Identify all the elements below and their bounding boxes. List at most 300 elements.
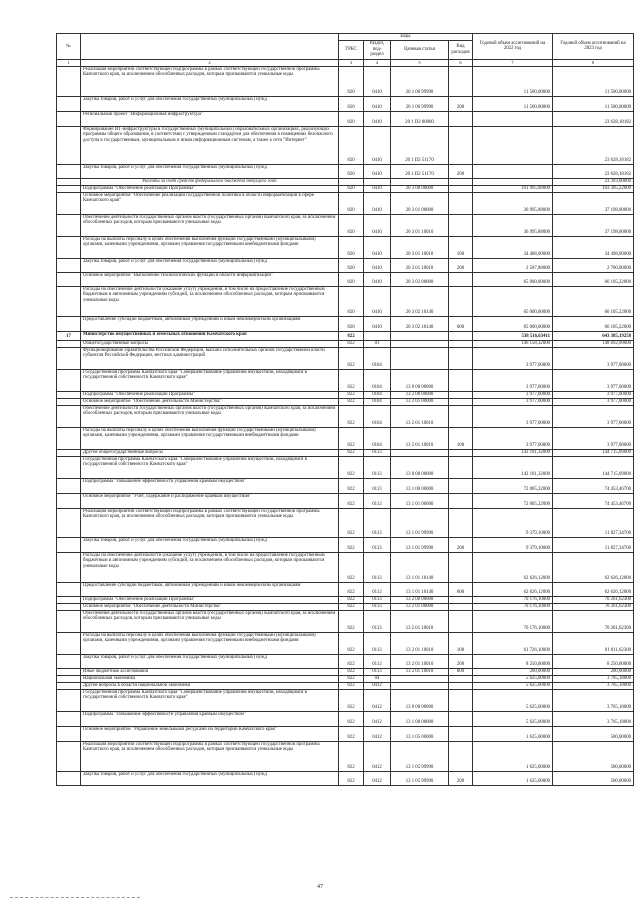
row-amount-2023: 500,00000 <box>553 741 634 771</box>
row-grbs: 822 <box>339 675 364 682</box>
row-amount-2023: 148 692,09000 <box>553 340 634 347</box>
row-grbs: 822 <box>339 582 364 596</box>
row-target: 20 1 D2 51170 <box>391 126 449 164</box>
table-row <box>57 258 634 272</box>
colnum: 2 <box>81 59 339 66</box>
row-exp-type <box>449 449 473 456</box>
row-number <box>57 126 81 164</box>
colnum: 8 <box>553 59 634 66</box>
row-amount-2022: 1 625,00000 <box>473 726 553 741</box>
row-amount-2022: 65 000,00000 <box>473 316 553 331</box>
row-grbs: 822 <box>339 596 364 603</box>
budget-rows <box>57 66 634 785</box>
row-target: 13 0 00 00000 <box>391 689 449 711</box>
row-target: 20 3 01 10010 <box>391 236 449 258</box>
row-section: 0113 <box>364 610 391 632</box>
row-section: 0410 <box>364 214 391 236</box>
row-grbs: 822 <box>339 398 364 405</box>
row-section: 04 <box>364 675 391 682</box>
row-grbs: 822 <box>339 331 364 340</box>
table-row <box>57 178 634 185</box>
row-amount-2023: 3 977,00000 <box>553 347 634 369</box>
row-grbs: 820 <box>339 316 364 331</box>
row-amount-2022: 34 408,00000 <box>473 236 553 258</box>
row-section: 0410 <box>364 316 391 331</box>
row-description: Реализация мероприятий соответствующей подпрограммы в рамках соответствующей государственной программы Камчатского края, за исключением обособленных расходов, которым присваиваются уникальные коды <box>81 508 339 537</box>
row-amount-2022: 146 158,32000 <box>473 340 553 347</box>
table-row <box>57 689 634 711</box>
row-description: Реализация мероприятий соответствующей подпрограммы в рамках соответствующей государственной программы Камчатского края, за исключением обособленных расходов, которым присваиваются уникальные коды <box>81 741 339 771</box>
header-grbs: ГРБС <box>339 40 364 59</box>
row-amount-2022: 1 625,00000 <box>473 741 553 771</box>
row-exp-type <box>449 126 473 164</box>
header-row-top <box>57 34 634 41</box>
row-amount-2022: 61 726,10000 <box>473 632 553 654</box>
table-row <box>57 493 634 508</box>
row-target: 20 1 06 99990 <box>391 96 449 111</box>
row-amount-2023: 74 453,46700 <box>553 493 634 508</box>
row-amount-2023: 144 715,09000 <box>553 449 634 456</box>
row-number <box>57 427 81 449</box>
row-amount-2023: 70 261,62300 <box>553 610 634 632</box>
row-amount-2023: 643 385,19258 <box>553 331 634 340</box>
row-description: Обеспечение деятельности государственных органов власти (государственных органов) Камчатского края, за исключением обособленных расходов, которым присваиваются уникальные коды <box>81 214 339 236</box>
row-amount-2022: 65 000,00000 <box>473 286 553 316</box>
row-description: Закупка товаров, работ и услуг для обеспечения государственных (муниципальных) нужд <box>81 164 339 178</box>
table-row <box>57 391 634 398</box>
row-amount-2023: 500,00000 <box>553 771 634 785</box>
row-exp-type: 600 <box>449 582 473 596</box>
row-section: 0410 <box>364 192 391 214</box>
row-exp-type <box>449 331 473 340</box>
row-amount-2022: 3 977,00000 <box>473 391 553 398</box>
row-section: 0113 <box>364 552 391 582</box>
row-target: 20 3 02 00000 <box>391 272 449 286</box>
row-section: 0113 <box>364 654 391 668</box>
row-grbs: 822 <box>339 668 364 675</box>
row-number <box>57 347 81 369</box>
row-number <box>57 682 81 689</box>
row-target: 13 1 01 00000 <box>391 493 449 508</box>
row-description: Государственная программа Камчатского края "Совершенствование управления имуществом, находящимся в государственной собственности Камчатского края" <box>81 689 339 711</box>
row-exp-type: 600 <box>449 316 473 331</box>
row-amount-2022: 36 995,88000 <box>473 192 553 214</box>
row-number <box>57 391 81 398</box>
row-amount-2022: 2 587,88000 <box>473 258 553 272</box>
row-target <box>391 682 449 689</box>
row-section: 0410 <box>364 111 391 126</box>
row-target: 13 2 01 00000 <box>391 398 449 405</box>
row-amount-2022: 70 176,10000 <box>473 610 553 632</box>
row-section: 0412 <box>364 741 391 771</box>
row-section: 0410 <box>364 66 391 96</box>
row-amount-2022: 65 000,00000 <box>473 272 553 286</box>
table-row <box>57 316 634 331</box>
table-row <box>57 508 634 537</box>
row-description: Закупка товаров, работ и услуг для обеспечения государственных (муниципальных) нужд <box>81 537 339 552</box>
table-row <box>57 668 634 675</box>
row-exp-type: 800 <box>449 668 473 675</box>
row-number <box>57 449 81 456</box>
row-grbs: 822 <box>339 456 364 478</box>
row-amount-2023: 3 765,18000 <box>553 711 634 726</box>
row-exp-type <box>449 272 473 286</box>
row-target: 13 1 01 10140 <box>391 552 449 582</box>
row-description: Формирование ИТ-инфраструктуры в государственных (муниципальных) образовательных организациях, реализующих программы общего образования, в соответствии с утвержденным стандартом для обеспечения в помещениях безопасного доступа к государственным, муниципальным и иным информационным системам, а также к сети "Интернет" <box>81 126 339 164</box>
row-number <box>57 711 81 726</box>
row-amount-2023: 11 827,34700 <box>553 508 634 537</box>
row-amount-2023: 70 261,62300 <box>553 603 634 610</box>
row-amount-2022: 11 500,00000 <box>473 66 553 96</box>
colnum: 4 <box>364 59 391 66</box>
row-grbs: 822 <box>339 632 364 654</box>
row-section: 0412 <box>364 682 391 689</box>
header-num: № <box>57 34 81 60</box>
row-amount-2022 <box>473 111 553 126</box>
row-target: 13 1 05 99990 <box>391 771 449 785</box>
row-description: Другие общегосударственные вопросы <box>81 449 339 456</box>
row-description: Расходы на обеспечение деятельности (оказание услуг) учреждений, в том числе на предоставление государственным бюджетным и автономным учреждениям субсидий, за исключением обособленных расходов, которым присваиваются уникальные коды <box>81 286 339 316</box>
table-row <box>57 596 634 603</box>
row-section: 0113 <box>364 582 391 596</box>
row-number <box>57 741 81 771</box>
row-amount-2023: 8 250,00000 <box>553 654 634 668</box>
row-amount-2022 <box>473 178 553 185</box>
row-amount-2023: 11 500,00000 <box>553 96 634 111</box>
colnum: 6 <box>449 59 473 66</box>
row-description: Общегосударственные вопросы <box>81 340 339 347</box>
row-amount-2023: 66 105,22000 <box>553 272 634 286</box>
row-grbs: 822 <box>339 340 364 347</box>
row-amount-2023: 3 977,00000 <box>553 427 634 449</box>
row-amount-2023: 37 198,00000 <box>553 214 634 236</box>
row-number <box>57 96 81 111</box>
row-exp-type: 200 <box>449 96 473 111</box>
row-number <box>57 398 81 405</box>
table-row <box>57 236 634 258</box>
row-section: 0104 <box>364 405 391 427</box>
row-section: 0104 <box>364 391 391 398</box>
row-number <box>57 111 81 126</box>
row-grbs: 820 <box>339 96 364 111</box>
colnum: 3 <box>339 59 364 66</box>
row-exp-type <box>449 603 473 610</box>
table-row <box>57 654 634 668</box>
row-number <box>57 369 81 391</box>
row-number <box>57 582 81 596</box>
row-description: Обеспечение деятельности государственных органов власти (государственных органов) Камчатского края, за исключением обособленных расходов, которым присваиваются уникальные коды <box>81 610 339 632</box>
row-section <box>364 178 391 185</box>
row-grbs: 822 <box>339 603 364 610</box>
row-exp-type <box>449 456 473 478</box>
table-row <box>57 582 634 596</box>
row-exp-type <box>449 596 473 603</box>
row-section: 0410 <box>364 164 391 178</box>
row-grbs: 822 <box>339 726 364 741</box>
row-target: 13 2 00 00000 <box>391 596 449 603</box>
row-amount-2023: 70 261,62300 <box>553 596 634 603</box>
row-section: 0412 <box>364 711 391 726</box>
row-target: 13 2 00 00000 <box>391 391 449 398</box>
row-amount-2022: 3 977,00000 <box>473 427 553 449</box>
table-row <box>57 214 634 236</box>
row-description: Предоставление субсидий бюджетным, автономным учреждениям и иным некоммерческим организациям <box>81 582 339 596</box>
row-grbs: 822 <box>339 427 364 449</box>
row-exp-type <box>449 340 473 347</box>
row-target: 20 3 02 10140 <box>391 286 449 316</box>
row-number <box>57 405 81 427</box>
row-grbs: 822 <box>339 610 364 632</box>
row-amount-2023: 74 453,46700 <box>553 478 634 493</box>
row-target <box>391 331 449 340</box>
row-exp-type <box>449 178 473 185</box>
row-exp-type: 200 <box>449 164 473 178</box>
row-exp-type: 200 <box>449 771 473 785</box>
table-row <box>57 427 634 449</box>
row-section: 0410 <box>364 286 391 316</box>
row-description: Региональный проект "Информационная инфраструктура" <box>81 111 339 126</box>
table-row <box>57 331 634 340</box>
row-description: Реализация мероприятий соответствующей подпрограммы в рамках соответствующей государственной программы Камчатского края, за исключением обособленных расходов, которым присваиваются уникальные коды <box>81 66 339 96</box>
row-target <box>391 449 449 456</box>
row-description: Подпрограмма "Обеспечение реализации Программы" <box>81 596 339 603</box>
table-row <box>57 340 634 347</box>
row-exp-type: 200 <box>449 654 473 668</box>
row-grbs: 822 <box>339 449 364 456</box>
row-target: 13 1 00 00000 <box>391 711 449 726</box>
row-number <box>57 316 81 331</box>
row-amount-2023: 11 500,00000 <box>553 66 634 96</box>
row-section: 0410 <box>364 96 391 111</box>
table-row <box>57 537 634 552</box>
row-section: 0104 <box>364 398 391 405</box>
row-amount-2022: 5 625,00000 <box>473 711 553 726</box>
row-target: 13 2 01 10010 <box>391 405 449 427</box>
row-target: 20 3 02 10140 <box>391 316 449 331</box>
header-vol2023: Годовой объем ассигнований на 2023 год <box>553 34 634 60</box>
row-amount-2023: 66 105,22000 <box>553 316 634 331</box>
row-grbs: 820 <box>339 111 364 126</box>
row-description: Закупка товаров, работ и услуг для обеспечения государственных (муниципальных) нужд <box>81 96 339 111</box>
row-section: 0113 <box>364 596 391 603</box>
row-section <box>364 331 391 340</box>
header-target: Целевая статья <box>391 40 449 59</box>
row-description: Основное мероприятие "Обеспечение деятельности Министерства" <box>81 603 339 610</box>
table-row <box>57 286 634 316</box>
table-row <box>57 603 634 610</box>
header-vol2022: Годовой объем ассигнований на 2022 год <box>473 34 553 60</box>
row-section: 0113 <box>364 478 391 493</box>
row-amount-2022: 72 005,22000 <box>473 478 553 493</box>
row-target <box>391 347 449 369</box>
colnum: 7 <box>473 59 553 66</box>
row-amount-2022: 72 005,22000 <box>473 493 553 508</box>
row-exp-type <box>449 478 473 493</box>
row-amount-2023: 62 626,12000 <box>553 582 634 596</box>
row-section: 0410 <box>364 185 391 192</box>
row-grbs: 822 <box>339 369 364 391</box>
row-exp-type: 100 <box>449 632 473 654</box>
row-grbs: 820 <box>339 214 364 236</box>
header-codes: коды <box>339 34 473 41</box>
row-number <box>57 508 81 537</box>
row-grbs: 820 <box>339 192 364 214</box>
table-row <box>57 726 634 741</box>
row-amount-2022: 5 625,00000 <box>473 675 553 682</box>
row-grbs: 820 <box>339 66 364 96</box>
row-amount-2023: 200,00000 <box>553 668 634 675</box>
row-amount-2022: 70 176,10000 <box>473 603 553 610</box>
row-exp-type <box>449 405 473 427</box>
row-section: 0412 <box>364 689 391 711</box>
row-section: 0104 <box>364 427 391 449</box>
row-number <box>57 286 81 316</box>
budget-table <box>56 33 634 786</box>
table-row <box>57 164 634 178</box>
row-target <box>391 340 449 347</box>
row-amount-2022: 538 516,63411 <box>473 331 553 340</box>
row-target: 13 1 00 00000 <box>391 478 449 493</box>
row-target: 13 0 00 00000 <box>391 456 449 478</box>
row-description: Основное мероприятие "Учет, содержание и распоряжение краевым имуществом" <box>81 493 339 508</box>
row-target: 13 1 05 99990 <box>391 741 449 771</box>
row-amount-2023: 3 977,00000 <box>553 405 634 427</box>
row-section: 0410 <box>364 272 391 286</box>
row-number <box>57 726 81 741</box>
row-description: Министерство имущественных и земельных отношений Камчатского края <box>81 331 339 340</box>
row-number <box>57 66 81 96</box>
row-grbs: 822 <box>339 689 364 711</box>
row-grbs: 820 <box>339 258 364 272</box>
table-row <box>57 552 634 582</box>
row-description: Другие вопросы в области национальной экономики <box>81 682 339 689</box>
row-grbs: 822 <box>339 478 364 493</box>
row-number <box>57 654 81 668</box>
table-row <box>57 675 634 682</box>
row-amount-2022: 3 977,00000 <box>473 405 553 427</box>
row-grbs: 822 <box>339 654 364 668</box>
table-row <box>57 771 634 785</box>
row-exp-type: 100 <box>449 427 473 449</box>
row-amount-2023: 500,00000 <box>553 726 634 741</box>
row-section: 0113 <box>364 632 391 654</box>
row-exp-type <box>449 552 473 582</box>
row-amount-2023: 3 765,18000 <box>553 682 634 689</box>
table-row <box>57 185 634 192</box>
row-section: 0410 <box>364 258 391 272</box>
row-description: Подпрограмма "Повышение эффективности управления краевым имуществом" <box>81 711 339 726</box>
row-exp-type <box>449 493 473 508</box>
header-name <box>81 34 339 60</box>
row-description: Расходы на выплаты персоналу в целях обеспечения выполнения функций государственными (муниципальными) органами, казенными учреждениями, органами управления государственными внебюджетными фондами <box>81 236 339 258</box>
row-section: 0113 <box>364 668 391 675</box>
row-exp-type <box>449 711 473 726</box>
row-amount-2022: 5 625,00000 <box>473 689 553 711</box>
row-amount-2023: 66 105,22000 <box>553 286 634 316</box>
row-amount-2023: 3 977,00000 <box>553 369 634 391</box>
row-amount-2023: 2 700,00000 <box>553 258 634 272</box>
row-number <box>57 340 81 347</box>
row-number <box>57 537 81 552</box>
row-section: 0412 <box>364 726 391 741</box>
table-row <box>57 682 634 689</box>
budget-table-sheet <box>56 33 633 786</box>
row-grbs: 822 <box>339 391 364 398</box>
row-number <box>57 456 81 478</box>
row-amount-2022: 62 626,12000 <box>473 552 553 582</box>
row-section: 01 <box>364 340 391 347</box>
row-exp-type <box>449 508 473 537</box>
table-row <box>57 111 634 126</box>
row-number <box>57 675 81 682</box>
row-section: 0113 <box>364 508 391 537</box>
row-amount-2022 <box>473 164 553 178</box>
row-target: 20 3 01 00000 <box>391 192 449 214</box>
row-amount-2022: 3 977,00000 <box>473 369 553 391</box>
row-section: 0113 <box>364 493 391 508</box>
row-number <box>57 164 81 178</box>
table-row <box>57 449 634 456</box>
row-grbs: 822 <box>339 682 364 689</box>
row-amount-2022: 1 625,00000 <box>473 771 553 785</box>
row-amount-2022: 3 977,00000 <box>473 347 553 369</box>
table-row <box>57 96 634 111</box>
table-row <box>57 126 634 164</box>
row-amount-2023: 23 628,18182 <box>553 126 634 164</box>
page-number: 47 <box>317 884 323 890</box>
row-grbs: 822 <box>339 508 364 537</box>
row-exp-type <box>449 66 473 96</box>
row-target: 20 1 D2 51170 <box>391 164 449 178</box>
row-target: 13 1 01 99990 <box>391 537 449 552</box>
row-target: 13 1 01 99990 <box>391 508 449 537</box>
table-row <box>57 66 634 96</box>
row-description: Функционирование Правительства Российской Федерации, высших исполнительных органов государственной власти субъектов Российской Федерации, местных администраций <box>81 347 339 369</box>
table-row <box>57 478 634 493</box>
row-section: 0104 <box>364 369 391 391</box>
row-amount-2023: 23 393,00000 <box>553 178 634 185</box>
row-grbs: 820 <box>339 272 364 286</box>
row-description: Обеспечение деятельности государственных органов власти (государственных органов) Камчатского края, за исключением обособленных расходов, которым присваиваются уникальные коды <box>81 405 339 427</box>
row-section: 0410 <box>364 236 391 258</box>
row-amount-2022: 142 181,32000 <box>473 449 553 456</box>
header-exp-type: Вид расходов <box>449 40 473 59</box>
row-exp-type <box>449 610 473 632</box>
row-amount-2022 <box>473 126 553 164</box>
row-description: Подпрограмма "Обеспечение реализации Программы" <box>81 185 339 192</box>
row-amount-2023: 3 977,00000 <box>553 398 634 405</box>
row-description: Национальная экономика <box>81 675 339 682</box>
row-target: 13 2 01 10010 <box>391 427 449 449</box>
row-number <box>57 272 81 286</box>
row-grbs: 820 <box>339 286 364 316</box>
row-number <box>57 236 81 258</box>
row-grbs: 820 <box>339 164 364 178</box>
row-grbs: 820 <box>339 236 364 258</box>
row-amount-2022: 101 995,88000 <box>473 185 553 192</box>
row-description: Основное мероприятие "Управление земельными ресурсами на территории Камчатского края" <box>81 726 339 741</box>
row-description: Предоставление субсидий бюджетным, автономным учреждениям и иным некоммерческим организациям <box>81 316 339 331</box>
row-exp-type <box>449 214 473 236</box>
table-row <box>57 398 634 405</box>
row-exp-type <box>449 369 473 391</box>
row-amount-2023: 23 628,18182 <box>553 164 634 178</box>
row-amount-2022: 36 995,88000 <box>473 214 553 236</box>
row-exp-type <box>449 347 473 369</box>
row-amount-2023: 3 765,18000 <box>553 689 634 711</box>
row-exp-type: 200 <box>449 537 473 552</box>
row-amount-2023: 34 498,00000 <box>553 236 634 258</box>
